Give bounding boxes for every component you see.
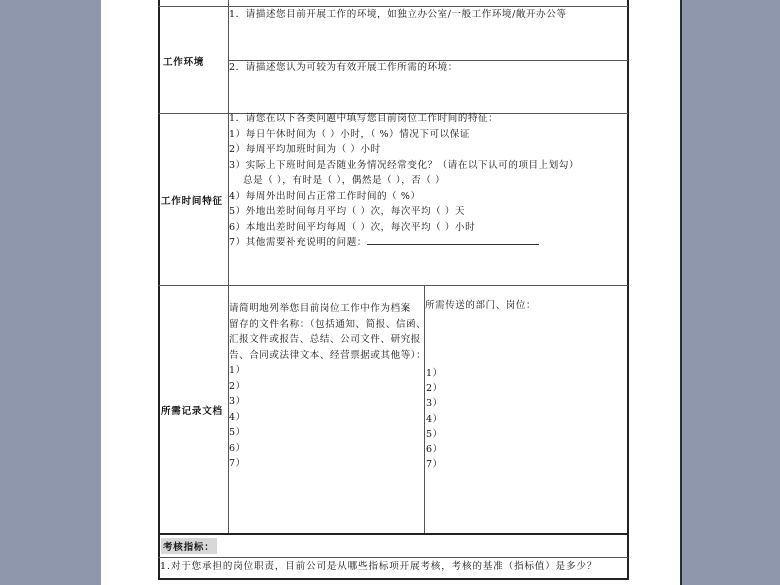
other-notes-blank[interactable] [367, 235, 539, 245]
work-time-line: 4）每周外出时间占正常工作时间的（ %） [229, 190, 421, 202]
transfer-item: 6） [426, 444, 443, 456]
time-bottom-line [158, 285, 628, 286]
records-right-column [426, 366, 443, 472]
table-left-border [158, 0, 160, 578]
transfer-item: 4） [426, 413, 443, 425]
records-bottom-line [158, 533, 628, 535]
transfer-item: 1） [426, 368, 443, 379]
work-time-line: 6）本地出差时间平均每周（ ）次，每次平均（ ）小时 [229, 221, 476, 233]
assessment-label: 考核指标： [161, 538, 217, 554]
records-item: 6） [229, 442, 246, 454]
work-time-lines [229, 111, 579, 251]
transfer-item: 2） [426, 383, 443, 395]
transfer-item: 3） [426, 398, 443, 410]
transfer-item: 5） [426, 428, 443, 440]
records-item: 4） [229, 411, 246, 423]
records-item: 2） [229, 380, 246, 392]
work-time-line-7: 7）其他需要补充说明的问题： [229, 235, 579, 251]
assessment-split-line [158, 557, 628, 558]
work-time-line: 2）每周平均加班时间为（ ）小时 [229, 144, 381, 155]
records-label: 所需记录文档 [161, 406, 223, 417]
records-item: 1） [229, 365, 246, 376]
work-environment-label: 工作环境 [163, 57, 205, 68]
assessment-q1: 1.对于您承担的岗位职责，目前公司是从哪些指标项开展考核，考核的基准（指标值）是多少？ [160, 561, 598, 572]
table-right-border [627, 0, 629, 578]
records-transfer-intro: 所需传送的部门、岗位： [425, 300, 537, 311]
records-intro-line: 汇报文件或报告、总结、公司文件、研究报 [229, 334, 421, 345]
work-environment-q1: 1．请描述您目前开展工作的环境，如独立办公室/一般工作环境/敞开办公等 [229, 9, 567, 20]
records-left-column [229, 301, 426, 472]
records-item: 3） [229, 396, 246, 407]
work-time-line: 总是（ ），有时是（ ），偶然是（ ），否（ ） [243, 175, 446, 186]
work-time-line: 3）实际上下班时间是否随业务情况经常变化？（请在以下认可的项目上划勾） [229, 159, 580, 171]
table-bottom-border [158, 578, 629, 580]
work-environment-q2: 2．请描述您认为可较为有效开展工作所需的环境： [229, 62, 458, 73]
records-item: 7） [229, 458, 246, 469]
records-item: 5） [229, 427, 246, 438]
document-page [101, 0, 682, 585]
work-time-label: 工作时间特征 [161, 196, 223, 207]
work-time-line: 1．请您在以下各类问题中填写您目前岗位工作时间的特征： [229, 113, 499, 124]
records-intro-line: 请简明地列举您目前岗位工作中作为档案 [229, 303, 411, 314]
records-intro-line: 留存的文件名称：（包括通知、简报、信函、 [229, 318, 427, 330]
transfer-item: 7） [426, 459, 443, 471]
records-intro-line: 告、合同或法律文本、经营票据或其他等）： [229, 349, 427, 361]
work-time-line: 1）每日午休时间为（ ）小时，（ %）情况下可以保证 [229, 128, 470, 140]
work-time-line: 5）外地出差时间每月平均（ ）次，每次平均（ ）天 [229, 206, 466, 217]
